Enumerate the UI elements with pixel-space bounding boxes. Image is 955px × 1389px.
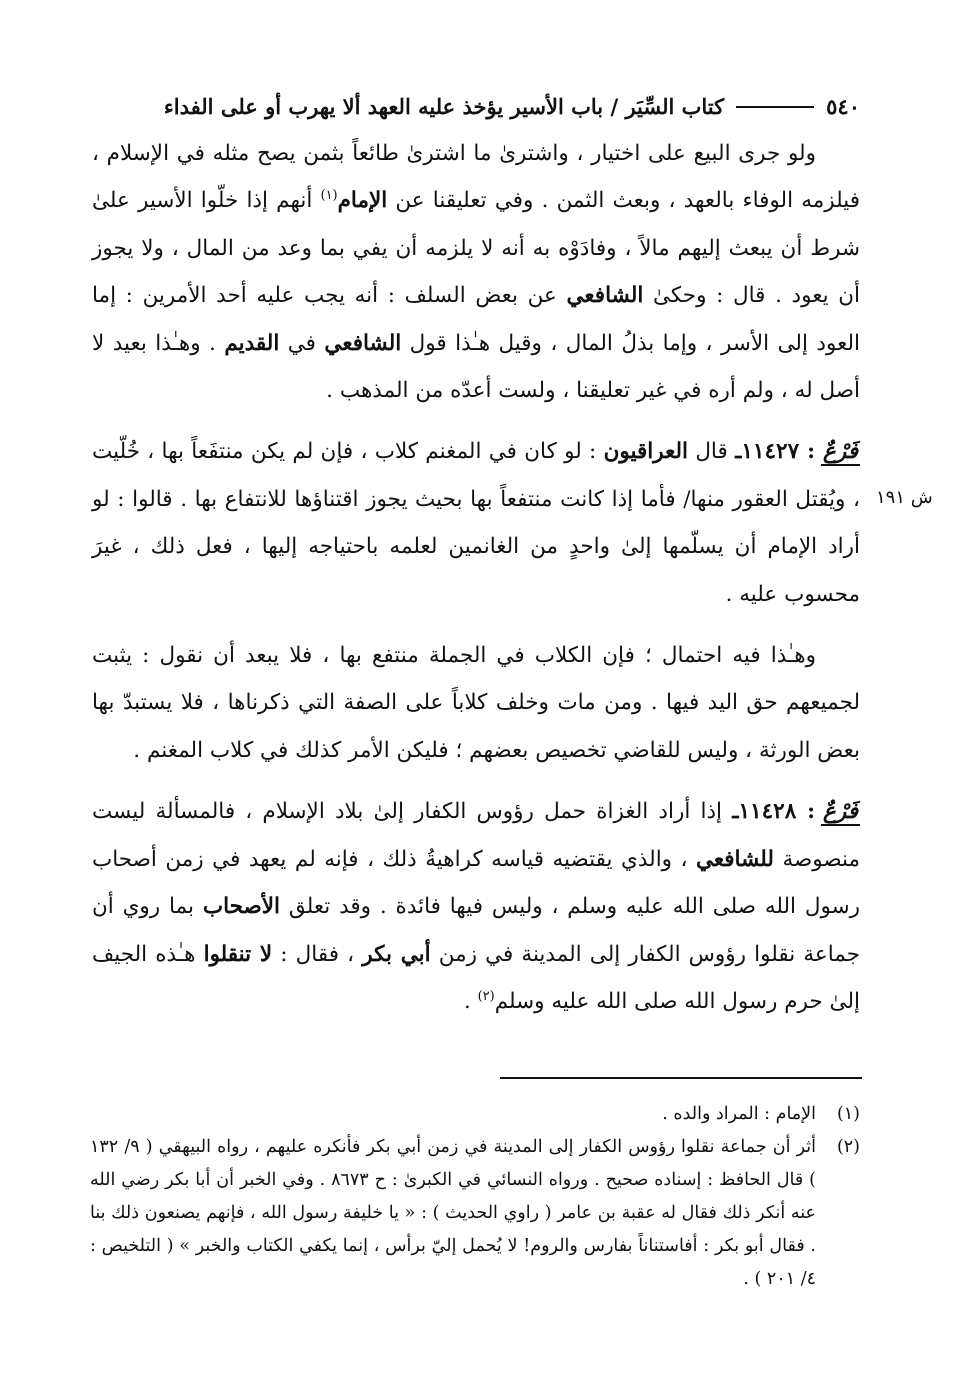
text-run: أنهم إذا خلّوا الأسير علىٰ شرط أن يبعث إليهم مالاً ، وفادَوْه به أنه لا يلزمه أن يفي بما وعد من المال ، ولا يجوز أن يعود . قال : وحكىٰ <box>92 188 860 309</box>
footnote-1 <box>90 1098 860 1131</box>
bold-term: للشافعي <box>695 846 774 872</box>
far-heading: فَرْعٌ <box>823 799 858 825</box>
bold-term: أبي بكر <box>362 941 431 967</box>
header-dash <box>736 106 814 108</box>
bold-term: العراقيون <box>603 439 689 465</box>
running-header <box>90 88 860 124</box>
bold-term: الشافعي <box>324 330 402 356</box>
text-run: هـٰذه الجيف إلىٰ حرم رسول الله صلى الله عليه وسلم <box>92 941 860 1014</box>
footnote-text: الإمام : المراد والده . <box>662 1104 816 1124</box>
footnote-number: (١) <box>836 1104 860 1124</box>
paragraph-far-11427 <box>92 428 860 618</box>
text-run: . <box>463 988 478 1014</box>
text-run: وهـٰذا فيه احتمال ؛ فإن الكلاب في الجملة منتفع بها ، فلا يبعد أن نقول : يثبت لجميعهم حق اليد فيها . ومن مات وخلف كلاباً على الصفة التي ذكرناها ، فلا يستبدّ بها بعض الورثة ، وليس للقاضي تخصيص بعضهم ؛ فليكن الأمر كذلك في كلاب المغنم . <box>92 643 860 763</box>
footnote-ref[interactable]: (١) <box>320 188 338 204</box>
manuscript-folio-note: ش ١٩١ <box>876 487 933 508</box>
bold-term: الأصحاب <box>202 894 281 920</box>
bold-term: لا تنقلوا <box>203 941 273 967</box>
far-heading: فَرْعٌ <box>823 439 858 465</box>
paragraph-far-11428 <box>92 788 860 1025</box>
footnote-separator <box>500 1077 862 1079</box>
paragraph-1 <box>92 130 860 414</box>
text-run: عن بعض السلف : أنه يجب عليه أحد الأمرين : إما العود إلى الأسر ، وإما بذلُ المال ، وقيل هـٰذا قول <box>92 283 860 356</box>
footnote-ref[interactable]: (٢) <box>477 988 495 1004</box>
footnotes <box>90 1098 860 1296</box>
text-run: ، والذي يقتضيه قياسه كراهيةُ ذلك ، فإنه لم يعهد في زمن أصحاب رسول الله صلى الله عليه وسلم ، وليس فيها فائدة . وقد تعلق <box>92 846 860 920</box>
page-number: ٥٤٠ <box>826 93 860 119</box>
text-run: بما روي أن جماعة نقلوا رؤوس الكفار إلى المدينة في زمن <box>92 894 860 967</box>
bold-term: الشافعي <box>566 283 644 309</box>
text-run: : لو كان في المغنم كلاب ، فإن لم يكن منتفَعاً بها ، خُلّيت ، ويُقتل العقور منها/ فأما إذا كانت منتفعاً بها بحيث يجوز اقتناؤها للانتفاع بها . قالوا : لو أراد الإمام أن يسلّمها إلىٰ واحدٍ من الغانمين لعلمه باحتياجه إليها ، فعل ذلك ، غيرَ محسوب عليه . <box>92 439 860 607</box>
bold-term: القديم <box>224 330 280 356</box>
issue-number: : ١١٤٢٨ـ <box>732 799 816 825</box>
footnote-text: أثر أن جماعة نقلوا رؤوس الكفار إلى المدينة في زمن أبي بكر فأنكره عليهم ، رواه البيهقي ( ٩/ ١٣٢ ) قال الحافظ : إسناده صحيح . ورواه النسائي في الكبرىٰ : ح ٨٦٧٣ . وفي الخبر أن أبا بكر رضي الله عنه أنكر ذلك فقال له عقبة بن عامر ( راوي الحديث ) : « يا خليفة رسول الله ، فإنهم يصنعون ذلك بنا . فقال أبو بكر : أفاستناناً بفارس والروم! لا يُحمل إليّ برأس ، إنما يكفي الكتاب والخبر » ( التلخيص : ٤/ ٢٠١ ) . <box>90 1137 817 1289</box>
text-run: قال <box>688 439 736 465</box>
text-run: ولو جرى البيع على اختيار ، واشترىٰ ما اشترىٰ طائعاً بثمن يصح مثله في الإسلام ، فيلزمه الوفاء بالعهد ، وبعث الثمن . وفي تعليقنا عن <box>92 141 860 214</box>
footnote-number: (٢) <box>836 1137 860 1157</box>
main-text <box>92 130 860 1025</box>
text-run: إذا أراد الغزاة حمل رؤوس الكفار إلىٰ بلاد الإسلام ، فالمسألة ليست منصوصة <box>92 799 861 872</box>
text-run: . وهـٰذا بعيد لا أصل له ، ولم أره في غير تعليقنا ، ولست أعدّه من المذهب . <box>92 330 860 404</box>
paragraph-3 <box>92 632 860 774</box>
issue-number: : ١١٤٢٧ـ <box>735 439 816 465</box>
text-run: ، فقال : <box>272 941 363 967</box>
text-run: في <box>279 330 325 356</box>
footnote-2 <box>90 1131 860 1296</box>
header-title: كتاب السِّيَر / باب الأسير يؤخذ عليه العهد ألا يهرب أو على الفداء <box>163 93 725 119</box>
bold-term: الإمام <box>337 188 388 214</box>
